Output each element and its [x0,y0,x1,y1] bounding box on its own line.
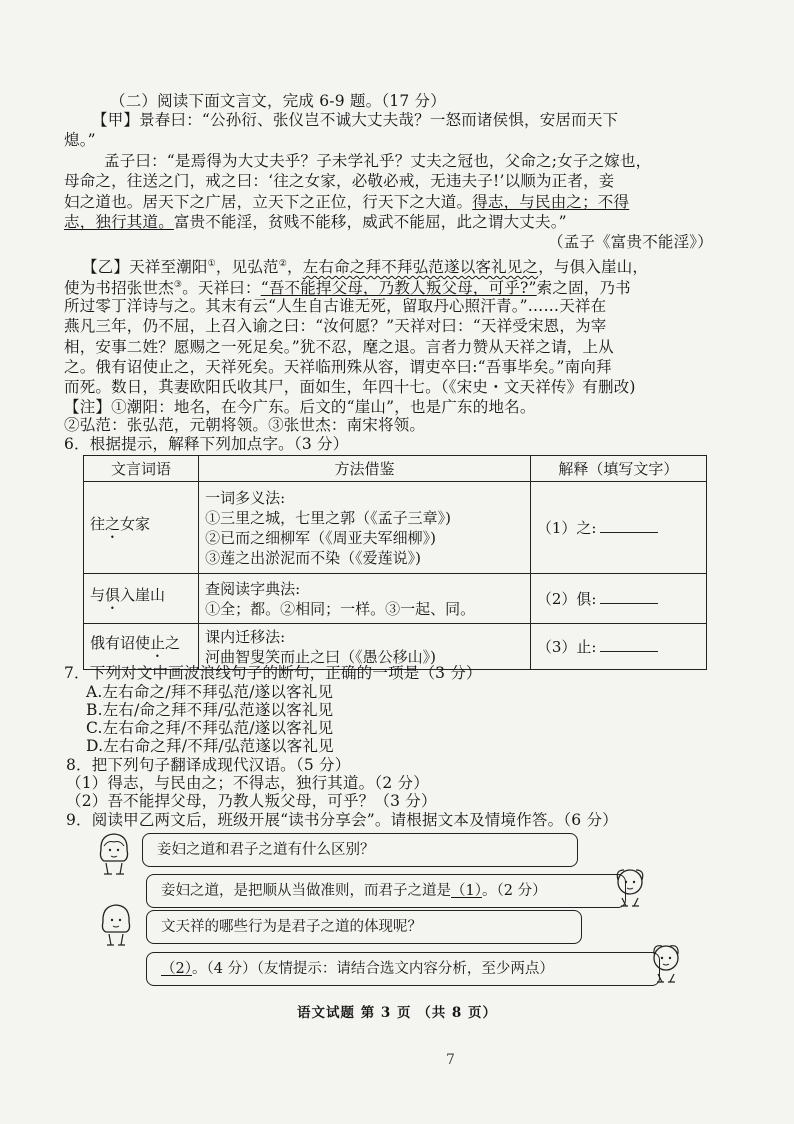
answer-blank-1 [600,520,658,533]
jia-line-3: 孟子曰：“是焉得为大丈夫乎？子未学礼乎？丈夫之冠也，父命之;女子之嫁也， [104,152,652,170]
q6-table [83,455,707,670]
dotted-char-zhi: 止 [158,358,174,376]
table-row [84,482,707,574]
answer-bubble-1[interactable]: 妾妇之道，是把顺从当做准则，而君子之道是（1）。（2 分） [146,874,626,908]
q8-item-1: （1）得志，与民由之；不得志，独行其道。（2 分） [66,774,429,792]
q7-option-b[interactable]: B.左右/命之拜不拜/弘范遂以客礼见 [86,701,334,719]
method-cell: 一词多义法: ①三里之城，七里之郭（《孟子三章》) ②已而之细柳军（《周亚夫军细柳》) ③莲之出淤泥而不染（《爱莲说》) [199,482,531,574]
method-cell: 查阅读字典法: ①全；都。②相同；一样。③一起、同。 [199,574,531,624]
yi-line-7: 而死。数日，其妻欧阳氏收其尸，面如生，年四十七。（《宋史・文天祥传》有删改) [64,378,636,396]
header-phrase: 文言词语 [84,456,199,482]
answer-cell[interactable]: （2）俱: [530,574,706,624]
yi-line-2: 使为书招张世杰③。天祥曰：“吾不能捍父母，乃教人叛父母，可乎?”索之固，乃书 [64,279,631,298]
q7-title: 7．下列对文中画波浪线句子的断句，正确的一项是（3 分） [64,664,482,682]
question-bubble-1: 妾妇之道和君子之道有什么区别？ [142,833,578,867]
q9-title: 9．阅读甲乙两文后，班级开展“读书分享会”。请根据文本及情境作答。（6 分） [66,811,618,829]
girl-avatar-2-icon [612,864,648,916]
yi-line-4: 燕凡三年，仍不屈，上召入谕之曰：“汝何愿？”天祥对曰：“天祥受宋恩，为宰 [64,317,607,335]
yi-line-5: 相，安事二姓？愿赐之一死足矣。”犹不忍，麾之退。言者力赞从天祥之请，上从 [64,338,614,356]
blank-2: （2） [161,961,192,977]
q8-item-2: （2）吾不能捍父母，乃教人叛父母，可乎？（3 分） [66,792,437,810]
q8-title: 8．把下列句子翻译成现代汉语。（5 分） [66,756,351,774]
yi-line-1: 【乙】天祥至潮阳①，见弘范②，左右命之拜不拜弘范遂以客礼见之，与俱入崖山， [82,258,649,277]
q7-option-d[interactable]: D.左右命之拜/不拜/弘范遂以客礼见 [86,737,334,755]
phrase-cell: 往之女家 [84,482,199,574]
handwritten-mark: 7 [446,1052,455,1068]
jia-line-2: 熄。” [64,131,96,149]
underlined-sentence-2: “吾不能捍父母，乃教人叛父母，可乎?” [260,279,537,298]
answer-blank-2 [600,591,658,604]
answer-blank-3 [600,639,658,652]
q7-option-a[interactable]: A.左右命之/拜不拜弘范/遂以客礼见 [86,683,334,701]
answer-bubble-2[interactable]: （2）。（4 分）（友情提示：请结合选文内容分析，至少两点） [146,952,660,986]
girl-avatar-4-icon [648,940,684,992]
phrase-cell: 俄有诏使止之 [84,624,199,670]
method-cell: 课内迁移法: 河曲智叟笑而止之曰（《愚公移山》) [199,624,531,670]
q6-title: 6．根据提示，解释下列加点字。（3 分） [64,435,349,453]
table-row [84,624,707,670]
girl-avatar-icon [96,830,132,882]
answer-cell[interactable]: （1）之: [530,482,706,574]
q7-option-c[interactable]: C.左右命之拜/不拜弘范/遂以客礼见 [86,719,334,737]
jia-line-1: 【甲】景春曰：“公孙衍、张仪岂不诚大丈夫哉？一怒而诸侯惧，安居而天下 [92,111,619,129]
header-answer: 解释（填写文字） [530,456,706,482]
table-header-row [84,456,707,482]
phrase-cell: 与俱入崖山 [84,574,199,624]
note-line-2: ②弘范：张弘范，元朝将领。③张世杰：南宋将领。 [64,416,426,434]
yi-line-3: 所过零丁洋诗与之。其末有云“人生自古谁无死，留取丹心照汗青。”……天祥在 [64,297,607,315]
blank-1: （1） [451,883,482,899]
header-method: 方法借鉴 [199,456,531,482]
jia-source: （孟子《富贵不能淫》） [548,233,713,251]
underlined-sentence-1a: 得志，与民由之；不得 [472,193,630,211]
girl-avatar-3-icon [98,900,134,952]
jia-line-5: 妇之道也。居天下之广居，立天下之正位，行天下之大道。得志，与民由之；不得 [64,193,630,211]
yi-line-6: 之。俄有诏使止之，天祥死矣。天祥临刑殊从容，谓吏卒曰:“吾事毕矣。”南向拜 [64,358,612,376]
note-line-1: 【注】①潮阳：地名，在今广东。后文的“崖山”，也是广东的地名。 [64,398,536,416]
question-bubble-2: 文天祥的哪些行为是君子之道的体现呢？ [146,910,582,944]
page-footer: 语文试题 第 3 页 （共 8 页） [297,1005,497,1021]
jia-line-4: 母命之，往送之门，戒之曰：‘往之女家，必敬必戒，无违夫子!’以顺为正者，妾 [64,172,615,190]
answer-cell[interactable]: （3）止: [530,624,706,670]
section-heading: （二）阅读下面文言文，完成 6-9 题。（17 分） [110,92,446,110]
table-row [84,574,707,624]
jia-line-6: 志，独行其道。富贵不能淫，贫贱不能移，威武不能屈，此之谓大丈夫。” [64,213,567,231]
wavy-underlined-sentence: 左右命之拜不拜弘范遂以客礼见之 [302,258,539,277]
underlined-sentence-1b: 志，独行其道。 [64,213,174,231]
